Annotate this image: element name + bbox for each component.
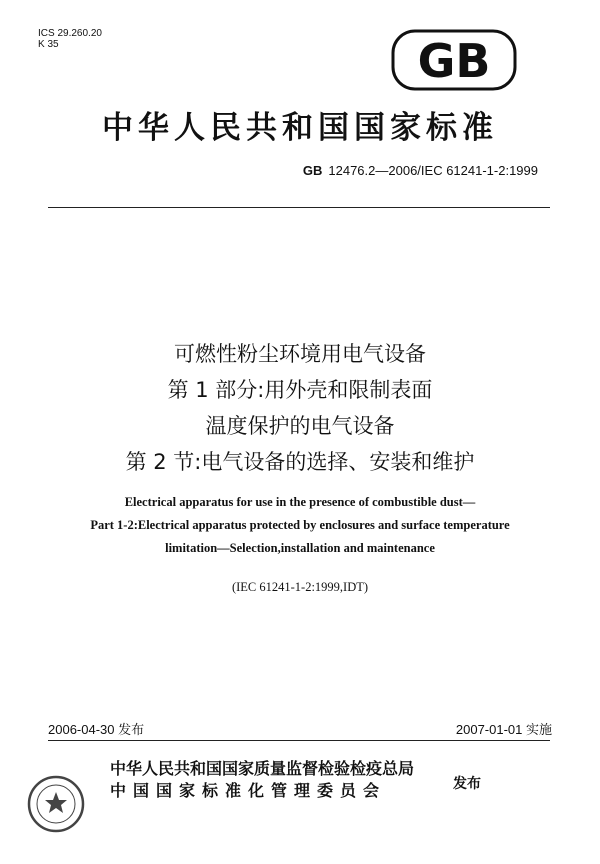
gb-logo bbox=[390, 28, 518, 92]
english-title-line: limitation—Selection,installation and maintenance bbox=[165, 541, 435, 555]
effective-date: 2007-01-01 实施 bbox=[455, 722, 552, 737]
bottom-divider bbox=[48, 740, 550, 741]
issue-date: 2006-04-30 发布 bbox=[48, 722, 145, 737]
standard-prefix: GB bbox=[302, 163, 323, 178]
chinese-title-line: 温度保护的电气设备 bbox=[205, 414, 395, 438]
english-title-line: Part 1-2:Electrical apparatus protected by enclosures and surface temperature bbox=[90, 518, 510, 532]
chinese-title-line: 第 1 部分:用外壳和限制表面 bbox=[167, 378, 433, 402]
issuer-aqsiq: 中华人民共和国国家质量监督检验检疫总局 bbox=[110, 759, 415, 778]
standard-code: 12476.2—2006/IEC 61241-1-2:1999 bbox=[328, 163, 538, 178]
classification-codes bbox=[38, 28, 102, 50]
issuing-authorities bbox=[110, 758, 414, 802]
standard-category-title: 中华人民共和国国家标准 bbox=[102, 110, 498, 146]
chinese-title bbox=[0, 336, 600, 480]
iec-reference: (IEC 61241-1-2:1999,IDT) bbox=[231, 580, 369, 594]
standard-number bbox=[303, 163, 538, 178]
official-seal-icon bbox=[26, 774, 86, 834]
english-title-line: Electrical apparatus for use in the presence of combustible dust— bbox=[124, 495, 476, 509]
class-code: K 35 bbox=[38, 39, 59, 50]
english-title bbox=[0, 491, 600, 560]
ics-code: ICS 29.260.20 bbox=[38, 28, 102, 39]
top-divider bbox=[48, 207, 550, 208]
issuer-sac: 中国国家标准化管理委员会 bbox=[110, 781, 387, 800]
chinese-title-line: 可燃性粉尘环境用电气设备 bbox=[174, 342, 426, 366]
svg-text:GB: GB bbox=[417, 34, 491, 88]
publish-label: 发布 bbox=[453, 776, 481, 792]
chinese-title-line: 第 2 节:电气设备的选择、安装和维护 bbox=[125, 450, 475, 474]
